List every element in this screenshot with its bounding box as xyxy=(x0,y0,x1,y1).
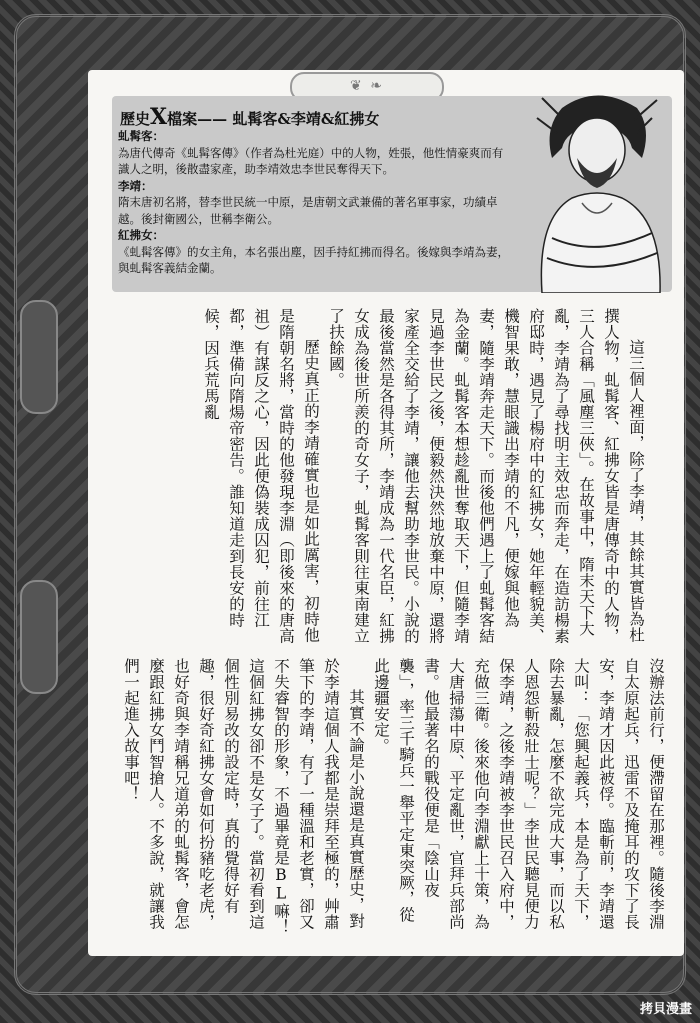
ornament-glyphs: ❦ ❧ xyxy=(350,78,384,94)
entry-text: 《虬髯客傳》的女主角，本名張出塵，因手持紅拂而得名。後嫁與李靖為妻，與虬髯客義結金蘭。 xyxy=(118,244,509,275)
entry-text: 為唐代傳奇《虬髯客傳》（作者為杜光庭）中的人物，姓張，他性情豪爽而有識人之明，後散盡家產，助李靖效忠李世民奪得天下。 xyxy=(118,145,504,176)
article-upper-columns xyxy=(108,308,648,644)
left-ornament-lower xyxy=(20,580,58,694)
left-ornament-upper xyxy=(20,300,58,414)
entry-text: 隋末唐初名將，替李世民統一中原，是唐朝文武兼備的著名軍事家，功績卓越。後封衛國公，世稱李衛公。 xyxy=(118,195,498,226)
character-illustration xyxy=(522,88,672,293)
article-lower-columns xyxy=(108,658,668,938)
entry-label: 紅拂女： xyxy=(118,228,164,242)
history-file-entries xyxy=(118,128,513,277)
entry-label: 李靖： xyxy=(118,178,153,193)
entry-label: 虬髯客： xyxy=(118,129,164,143)
article-paragraph: 這三個人裡面，除了李靖，其餘其實皆為杜撰人物，虬髯客、紅拂女皆是唐傳奇中的人物，三人合稱「風塵三俠」。在故事中，隋末天下大亂，李靖為了尋找明主效忠而奔走，在造訪楊素府邸時，遇見了楊府中的紅拂女，她年輕貌美、機智果敢，慧眼識出李靖的不凡，便嫁與他為妻，隨李靖奔走天下。而後他們遇上了虬髯客結為金蘭。虬髯客本想趁亂世奪取天下，但隨李靖見過李世民之後，便毅然決然地放棄中原，還將家產全交給了李靖，讓他去幫助李世民。小說的最後當然是各得其所，李靖成為一代名臣，紅拂女成為後世所羨的奇女子，虬髯客則往東南建立了扶餘國。 xyxy=(327,308,645,644)
site-watermark: 拷貝漫畫 xyxy=(639,1002,692,1017)
article-paragraph: 沒辦法前行，便滯留在那裡。隨後李淵自太原起兵，迅雷不及掩耳的攻下了長安，李靖才因此被俘。臨斬前，李靖還大叫：「您興起義兵，本是為了天下，除去暴亂，怎麼不欲完成大事，而以私人恩怨斬殺壯士呢？」李世民聽見便力保李靖，之後李靖被李世民召入府中，充做三衛。後來他向李淵獻上十策，為大唐掃蕩中原、平定亂世，官拜兵部尚書。他最著名的戰役便是「陰山夜襲」，率三千騎兵一舉平定東突厥，從此邊疆安定。 xyxy=(372,658,665,930)
history-file-title: 歷史X檔案—— 虬髯客&李靖&紅拂女 xyxy=(120,104,380,130)
article-paragraph: 歷史真正的李靖確實也是如此厲害，初時他是隋朝名將，當時的他發現李淵（即後來的唐高祖）有謀反之心，因此便偽裝成囚犯，前往江都，準備向隋煬帝密告。誰知道走到長安的時候，因兵荒馬亂 xyxy=(202,308,320,644)
article-paragraph: 其實不論是小說還是真實歷史，對於李靖這個人我都是崇拜至極的，艸肅筆下的李靖，有了一種溫和老實，卻又不失睿智的形象，不過畢竟是BL嘛！這個紅拂女卻不是女子了。當初看到這個性別易改的設定時，真的覺得好有趣，很好奇紅拂女會如何扮豬吃老虎，也好奇與李靖稱兄道弟的虬髯客，會怎麼跟紅拂女鬥智搶人。不多說，就讓我們一起進入故事吧！ xyxy=(122,658,365,935)
